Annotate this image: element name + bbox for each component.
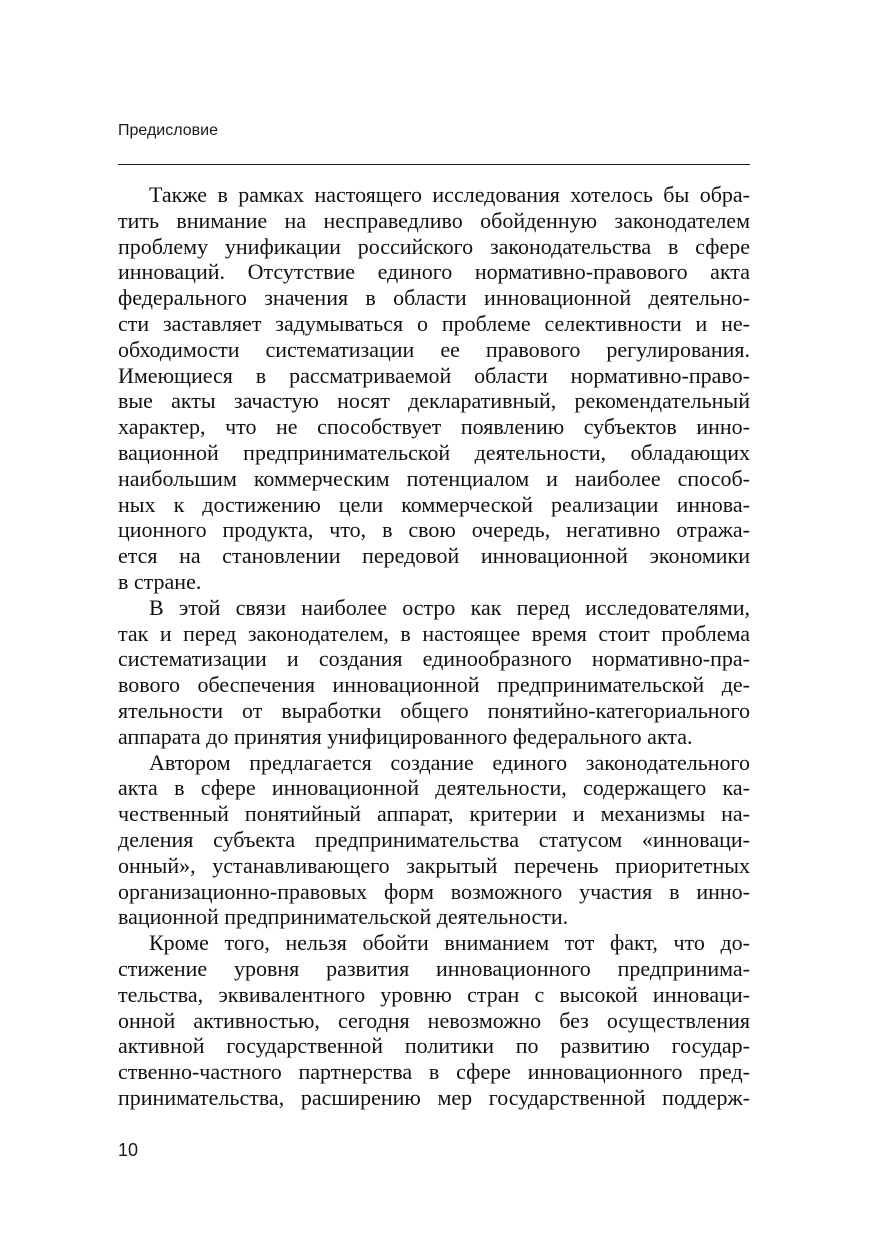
text-line: чественный понятийный аппарат, критерии и механизмы на- xyxy=(118,801,750,827)
text-line: вые акты зачастую носят декларативный, рекомендательный xyxy=(118,388,750,414)
text-line: Имеющиеся в рассматриваемой области нормативно-право- xyxy=(118,362,750,388)
text-line: характер, что не способствует появлению субъектов инно- xyxy=(118,414,750,440)
text-line: систематизации и создания единообразного нормативно-пра- xyxy=(118,646,750,672)
text-line: Кроме того, нельзя обойти вниманием тот факт, что до- xyxy=(149,930,750,956)
text-line: ных к достижению цели коммерческой реализации иннова- xyxy=(118,491,750,517)
text-line: вового обеспечения инновационной предпринимательской де- xyxy=(118,672,750,698)
text-line: вационной предпринимательской деятельности. xyxy=(118,904,569,930)
text-line: сти заставляет задумываться о проблеме селективности и не- xyxy=(118,310,750,336)
text-line: Автором предлагается создание единого законодательного xyxy=(149,749,750,775)
body-text xyxy=(118,182,750,1111)
text-line: стижение уровня развития инновационного предпринима- xyxy=(118,955,750,981)
header-rule xyxy=(118,164,750,165)
text-line: активной государственной политики по развитию государ- xyxy=(118,1033,750,1059)
text-line: в стране. xyxy=(118,568,202,594)
text-line: наибольшим коммерческим потенциалом и наиболее способ- xyxy=(118,465,750,491)
text-line: ственно-частного партнерства в сфере инновационного пред- xyxy=(118,1059,750,1085)
text-line: федерального значения в области инновационной деятельно- xyxy=(118,285,750,311)
page-number: 10 xyxy=(118,1140,139,1160)
text-line: так и перед законодателем, в настоящее время стоит проблема xyxy=(118,620,750,646)
text-line: тить внимание на несправедливо обойденную законодателем xyxy=(118,207,750,233)
text-line: проблему унификации российского законодательства в сфере xyxy=(118,233,750,259)
text-line: В этой связи наиболее остро как перед исследователями, xyxy=(149,594,750,620)
text-line: акта в сфере инновационной деятельности, содержащего ка- xyxy=(118,775,750,801)
text-line: онный», устанавливающего закрытый перечень приоритетных xyxy=(118,852,750,878)
text-line: деления субъекта предпринимательства статусом «инноваци- xyxy=(118,826,750,852)
text-line: организационно-правовых форм возможного участия в инно- xyxy=(118,878,750,904)
text-line: инноваций. Отсутствие единого нормативно-правового акта xyxy=(118,259,750,285)
text-line: онной активностью, сегодня невозможно без осуществления xyxy=(118,1007,750,1033)
text-line: ционного продукта, что, в свою очередь, негативно отража- xyxy=(118,517,750,543)
text-line: обходимости систематизации ее правового регулирования. xyxy=(118,336,750,362)
text-line: ется на становлении передовой инновационной экономики xyxy=(118,543,750,569)
text-line: ятельности от выработки общего понятийно-категориального xyxy=(118,697,750,723)
text-line: вационной предпринимательской деятельности, обладающих xyxy=(118,439,750,465)
text-line: тельства, эквивалентного уровню стран с высокой инноваци- xyxy=(118,981,750,1007)
text-line: аппарата до принятия унифицированного федерального акта. xyxy=(118,723,693,749)
text-line: принимательства, расширению мер государственной поддерж- xyxy=(118,1084,750,1110)
text-line: Также в рамках настоящего исследования хотелось бы обра- xyxy=(149,182,750,207)
running-header: Предисловие xyxy=(118,122,218,139)
